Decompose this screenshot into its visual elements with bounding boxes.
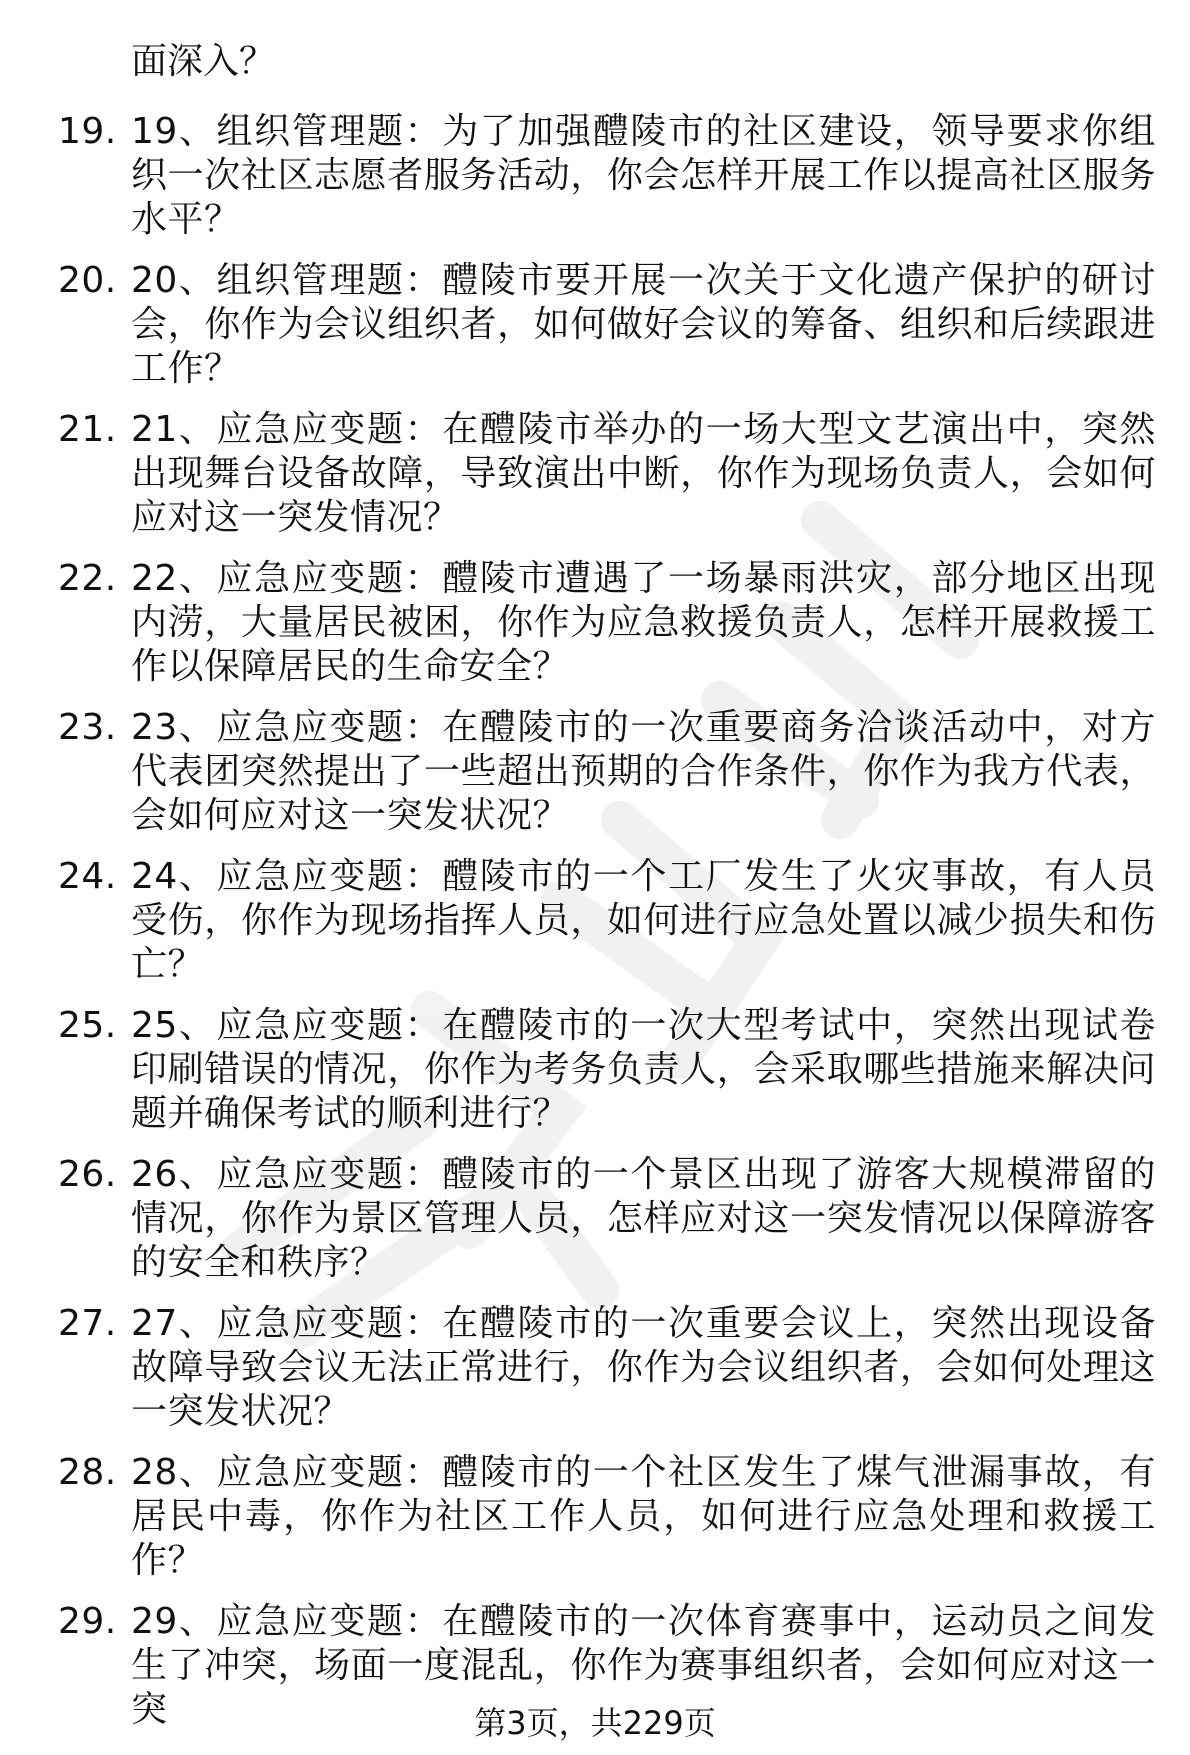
list-item [0, 259, 1156, 391]
list-item [0, 1451, 1156, 1583]
item-text: 24、应急应变题：醴陵市的一个工厂发生了火灾事故，有人员受伤，你作为现场指挥人员，如何进行应急处置以减少损失和伤亡？ [131, 856, 1156, 985]
list-item [0, 1153, 1156, 1285]
list-item [0, 1302, 1156, 1434]
item-text: 25、应急应变题：在醴陵市的一次大型考试中，突然出现试卷印刷错误的情况，你作为考务负责人，会采取哪些措施来解决问题并确保考试的顺利进行？ [131, 1005, 1156, 1134]
item-number: 26. [58, 1154, 117, 1195]
question-list [0, 40, 1190, 1749]
item-number: 21. [58, 409, 117, 450]
item-text: 23、应急应变题：在醴陵市的一次重要商务洽谈活动中，对方代表团突然提出了一些超出预期的合作条件，你作为我方代表，会如何应对这一突发状况？ [131, 707, 1156, 836]
item-text: 19、组织管理题：为了加强醴陵市的社区建设，领导要求你组织一次社区志愿者服务活动，你会怎样开展工作以提高社区服务水平？ [131, 111, 1156, 240]
item-text: 29、应急应变题：在醴陵市的一次体育赛事中，运动员之间发生了冲突，场面一度混乱，你作为赛事组织者，会如何应对这一突 [131, 1601, 1156, 1730]
item-number: 19. [58, 111, 117, 152]
list-item [0, 408, 1156, 540]
item-number: 20. [58, 260, 117, 301]
item-text: 27、应急应变题：在醴陵市的一次重要会议上，突然出现设备故障导致会议无法正常进行，你作为会议组织者，会如何处理这一突发状况？ [131, 1303, 1156, 1432]
item-number: 25. [58, 1005, 117, 1046]
list-item [0, 706, 1156, 838]
item-number: 24. [58, 856, 117, 897]
item-number: 29. [58, 1601, 117, 1642]
item-number: 27. [58, 1303, 117, 1344]
list-item [0, 557, 1156, 689]
item-text: 26、应急应变题：醴陵市的一个景区出现了游客大规模滞留的情况，你作为景区管理人员，怎样应对这一突发情况以保障游客的安全和秩序？ [131, 1154, 1156, 1283]
item-number: 28. [58, 1452, 117, 1493]
page-footer: 第3页，共229页 [474, 1704, 716, 1742]
continued-text: 面深入？ [131, 41, 276, 82]
item-number: 23. [58, 707, 117, 748]
item-text: 22、应急应变题：醴陵市遭遇了一场暴雨洪灾，部分地区出现内涝，大量居民被困，你作为应急救援负责人，怎样开展救援工作以保障居民的生命安全？ [131, 558, 1156, 687]
list-item [0, 855, 1156, 987]
item-number: 22. [58, 558, 117, 599]
list-item [0, 110, 1156, 242]
list-item [0, 1004, 1156, 1136]
item-text: 28、应急应变题：醴陵市的一个社区发生了煤气泄漏事故，有居民中毒，你作为社区工作人员，如何进行应急处理和救援工作？ [131, 1452, 1156, 1581]
item-text: 21、应急应变题：在醴陵市举办的一场大型文艺演出中，突然出现舞台设备故障，导致演出中断，你作为现场负责人，会如何应对这一突发情况？ [131, 409, 1156, 538]
item-text: 20、组织管理题：醴陵市要开展一次关于文化遗产保护的研讨会，你作为会议组织者，如何做好会议的筹备、组织和后续跟进工作？ [131, 260, 1156, 389]
